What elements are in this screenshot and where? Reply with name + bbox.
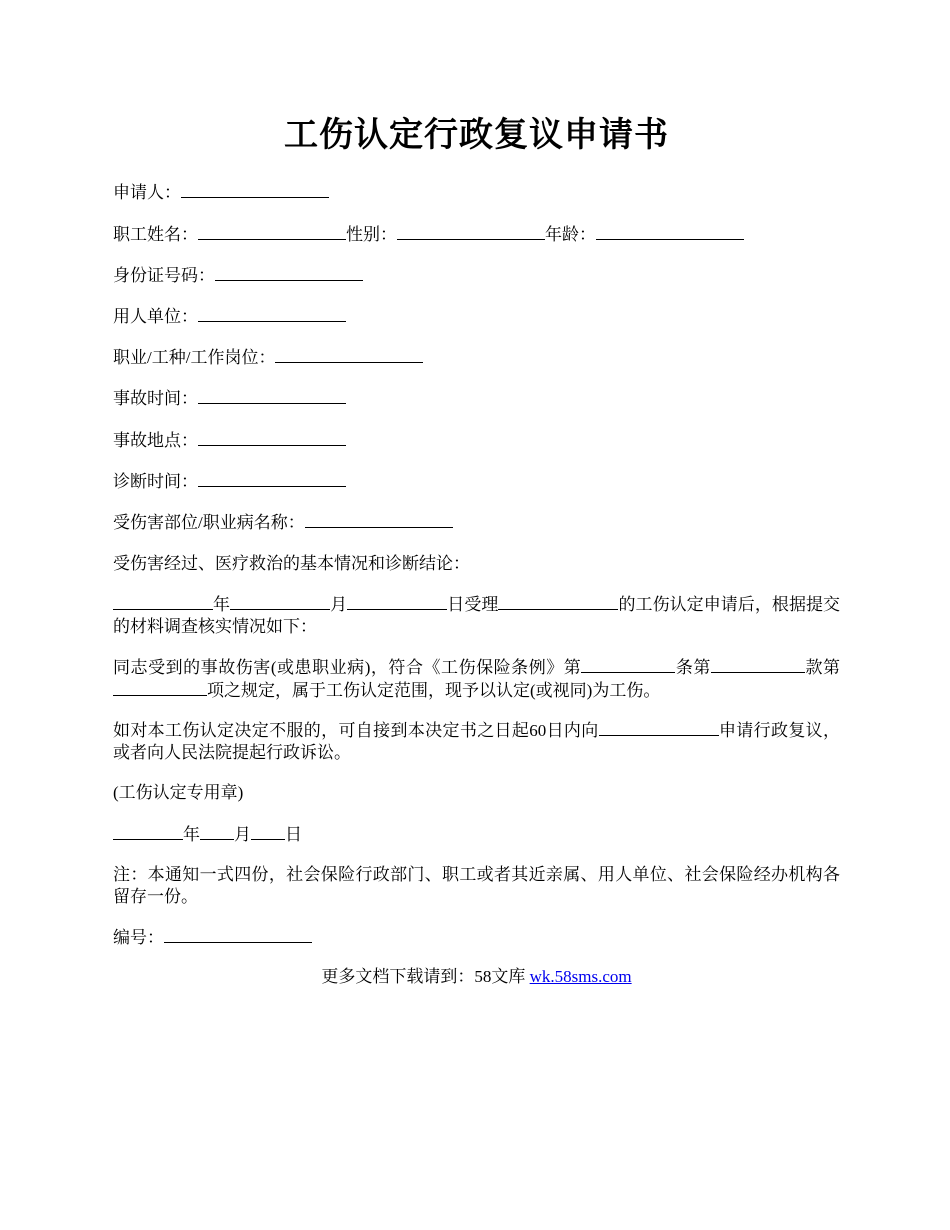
- applicant-blank[interactable]: [181, 181, 329, 198]
- age-blank[interactable]: [596, 223, 744, 240]
- accept-year-label: 年: [213, 595, 231, 614]
- accident-place-label: 事故地点：: [113, 431, 198, 450]
- appeal-text-1: 如对本工伤认定决定不服的，可自接到本决定书之日起60日内向: [113, 721, 599, 740]
- employer-blank[interactable]: [198, 305, 346, 322]
- appeal-paragraph: [113, 719, 840, 764]
- determination-text-2: 条第: [675, 658, 711, 677]
- applicant-name-blank[interactable]: [498, 593, 618, 610]
- serial-label: 编号：: [113, 928, 164, 947]
- footer-link[interactable]: wk.58sms.com: [529, 967, 632, 986]
- gender-blank[interactable]: [397, 223, 545, 240]
- appeal-text-2: 申请行政复议，或者向人民法院提起行政诉讼。: [113, 721, 841, 762]
- date-line: [113, 823, 302, 846]
- diagnosis-time-label: 诊断时间：: [113, 472, 198, 491]
- occupation-label: 职业/工种/工作岗位：: [113, 348, 276, 367]
- determination-text-4: 项之规定，属于工伤认定范围，现予以认定(或视同)为工伤。: [207, 681, 661, 700]
- determination-text-1: 同志受到的事故伤害(或患职业病)，符合《工伤保险条例》第: [113, 658, 582, 677]
- injury-process-label: 受伤害经过、医疗救治的基本情况和诊断结论：: [113, 554, 470, 573]
- employer-line: [113, 305, 346, 328]
- acceptance-paragraph: [113, 593, 840, 638]
- applicant-label: 申请人：: [113, 183, 181, 202]
- accept-month-blank[interactable]: [230, 593, 330, 610]
- article-blank[interactable]: [581, 656, 675, 673]
- date-day-blank[interactable]: [251, 823, 285, 840]
- footer: [113, 966, 840, 988]
- serial-line: [113, 926, 312, 949]
- clause-blank[interactable]: [711, 656, 805, 673]
- worker-info-line: [113, 223, 744, 246]
- injury-part-line: [113, 511, 453, 534]
- worker-name-blank[interactable]: [198, 223, 346, 240]
- seal-line: [113, 782, 243, 804]
- accident-place-line: [113, 429, 346, 452]
- diagnosis-time-line: [113, 470, 346, 493]
- id-number-label: 身份证号码：: [113, 266, 215, 285]
- diagnosis-time-blank[interactable]: [198, 470, 346, 487]
- acceptance-text: 的工伤认定申请后，根据提交的材料调查核实情况如下：: [113, 595, 841, 636]
- accident-time-label: 事故时间：: [113, 389, 198, 408]
- date-year-label: 年: [183, 825, 200, 844]
- injury-part-label: 受伤害部位/职业病名称：: [113, 513, 305, 532]
- id-number-line: [113, 264, 363, 287]
- determination-paragraph: [113, 656, 840, 702]
- note-paragraph: [113, 864, 840, 908]
- injury-process-line: [113, 553, 470, 575]
- date-month-blank[interactable]: [200, 823, 234, 840]
- accept-year-blank[interactable]: [113, 593, 213, 610]
- applicant-line: [113, 181, 329, 204]
- accident-place-blank[interactable]: [198, 429, 346, 446]
- date-year-blank[interactable]: [113, 823, 183, 840]
- serial-blank[interactable]: [164, 926, 312, 943]
- date-month-label: 月: [234, 825, 251, 844]
- accept-day-label: 日受理: [447, 595, 499, 614]
- accept-month-label: 月: [330, 595, 348, 614]
- accept-day-blank[interactable]: [347, 593, 447, 610]
- id-number-blank[interactable]: [215, 264, 363, 281]
- official-seal-label: (工伤认定专用章): [113, 783, 244, 802]
- occupation-line: [113, 346, 423, 369]
- accident-time-line: [113, 387, 346, 410]
- document-title: 工伤认定行政复议申请书: [284, 117, 669, 154]
- worker-name-label: 职工姓名：: [113, 225, 198, 244]
- determination-text-3: 款第: [804, 658, 841, 677]
- note-text: 注：本通知一式四份，社会保险行政部门、职工或者其近亲属、用人单位、社会保险经办机构各留存一份。: [113, 865, 840, 906]
- age-label: 年龄：: [545, 225, 596, 244]
- item-blank[interactable]: [113, 679, 207, 696]
- accident-time-blank[interactable]: [198, 387, 346, 404]
- injury-part-blank[interactable]: [305, 511, 453, 528]
- employer-label: 用人单位：: [113, 307, 198, 326]
- appeal-authority-blank[interactable]: [599, 719, 719, 736]
- date-day-label: 日: [285, 825, 302, 844]
- occupation-blank[interactable]: [275, 346, 423, 363]
- footer-text: 更多文档下载请到：58文库: [321, 967, 530, 986]
- gender-label: 性别：: [346, 225, 397, 244]
